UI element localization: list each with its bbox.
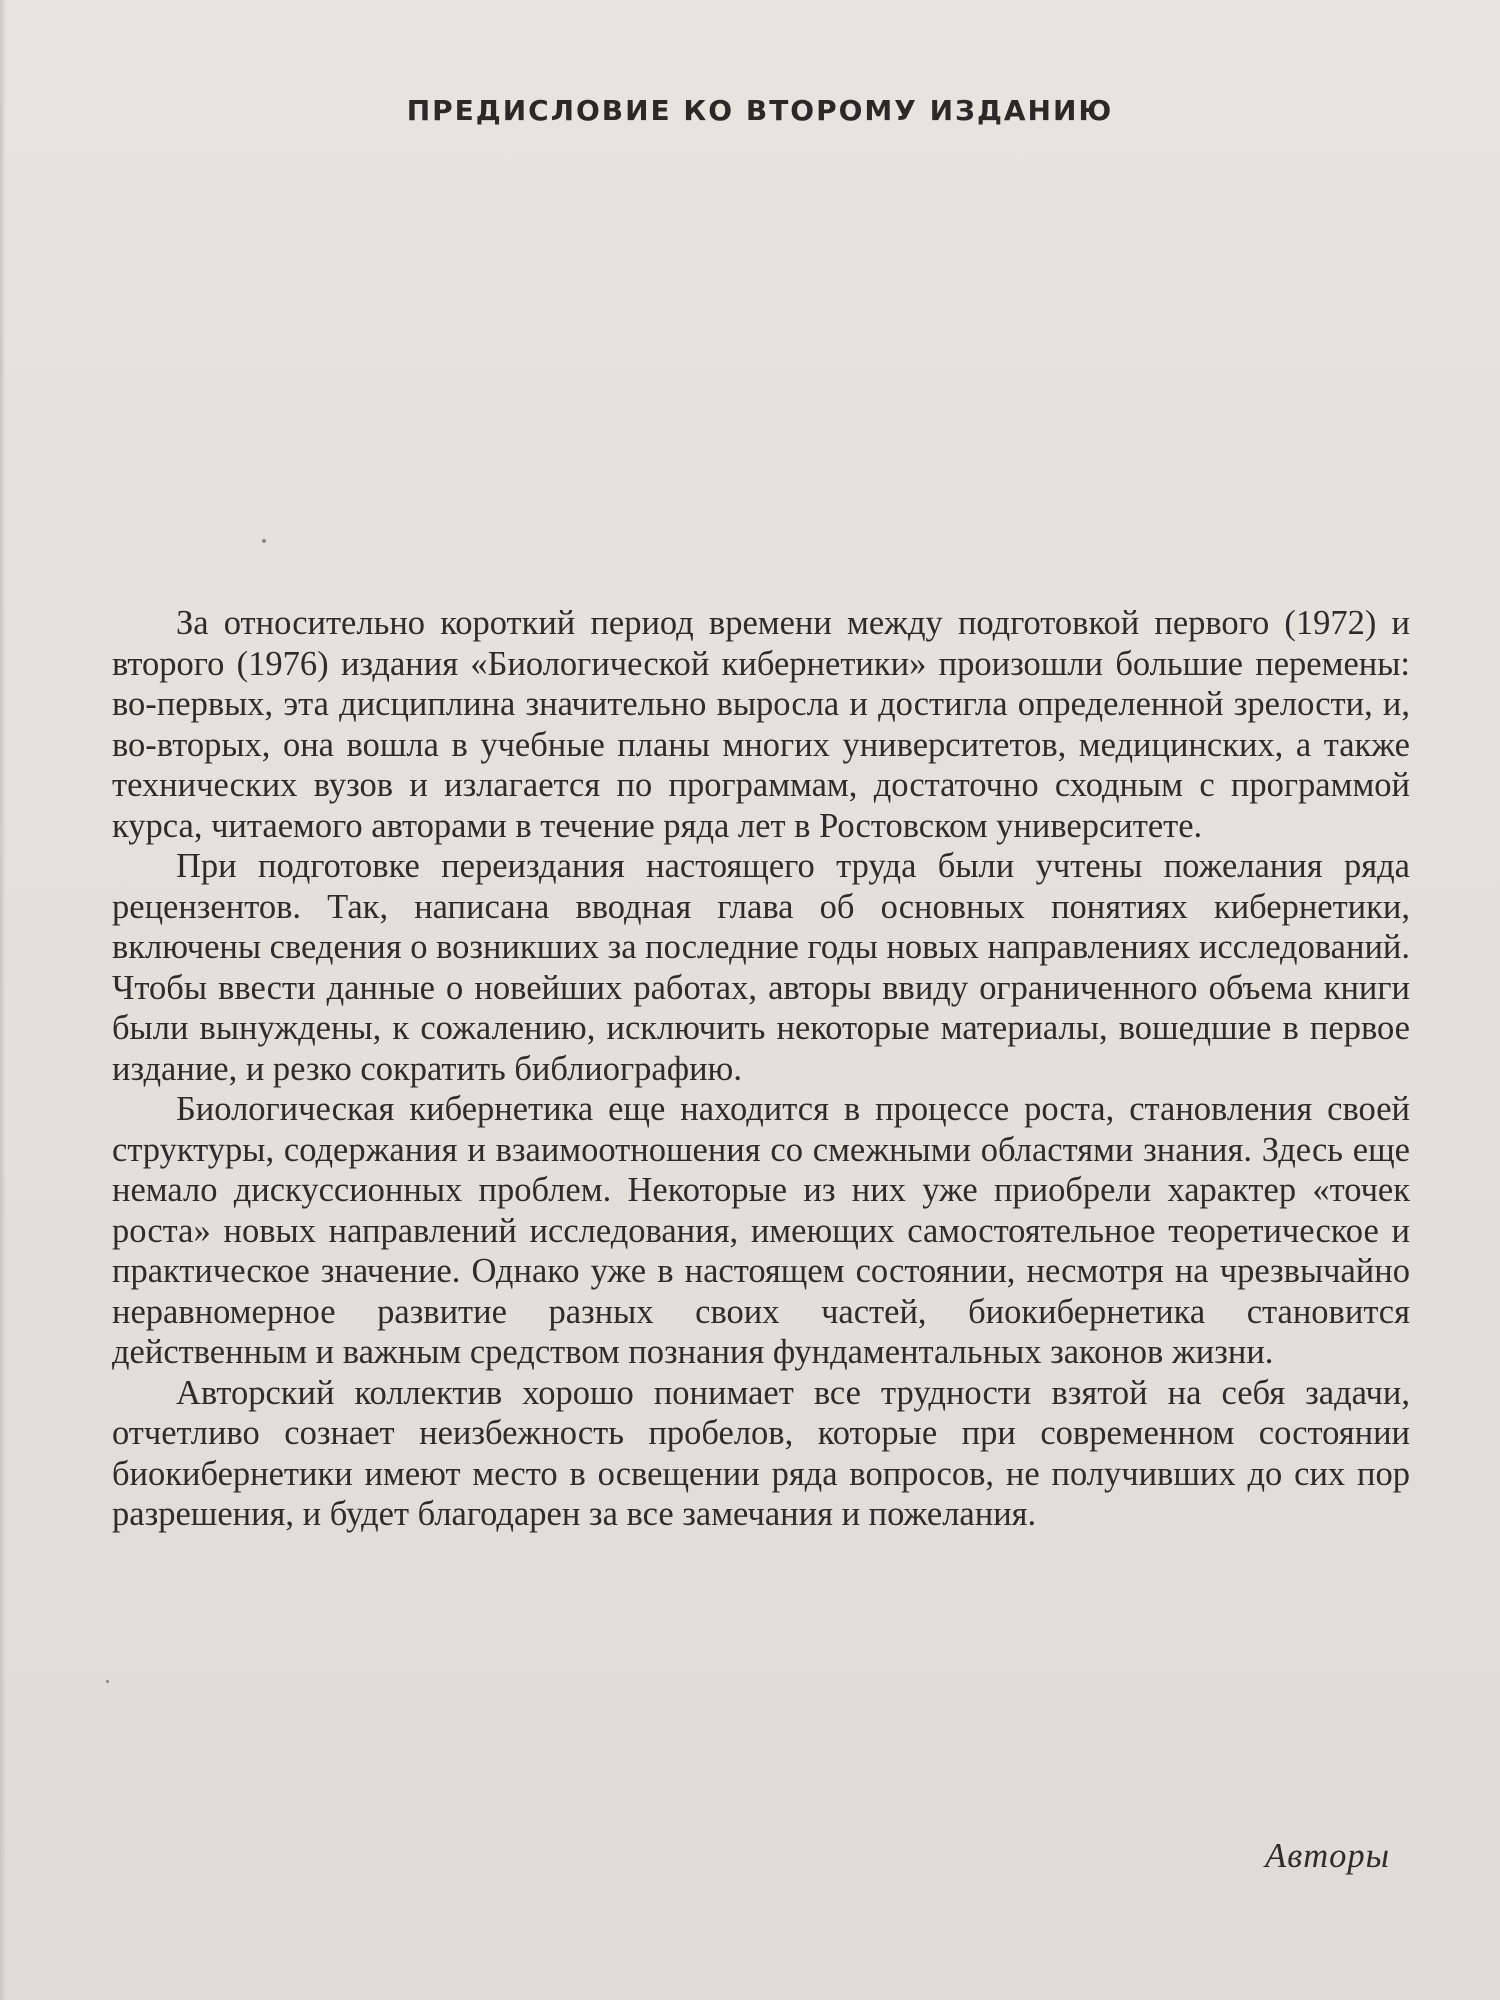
paragraph-2: При подготовке переиздания настоящего труда были учтены пожелания ряда рецензентов. Так, написана вводная глава об основных понятиях кибернетики, включены сведения о возникших за последние годы новых направлениях исследований. Чтобы ввести данные о новейших работах, авторы ввиду ограниченного объема книги были вынуждены, к сожалению, исключить некоторые материалы, вошедшие в первое издание, и резко сократить библиографию.	[112, 847, 1411, 1088]
preface-body	[112, 603, 1410, 1535]
paragraph-4: Авторский коллектив хорошо понимает все трудности взятой на себя задачи, отчетливо сознает неизбежность пробелов, которые при современном состоянии биокибернетики имеют место в освещении ряда вопросов, не получивших до сих пор разрешения, и будет благодарен за все замечания и пожелания.	[112, 1373, 1410, 1533]
paper-speck	[106, 1680, 109, 1683]
paragraph-1: За относительно короткий период времени между подготовкой первого (1972) и второго (1976) издания «Биологической кибернетики» произошли большие перемены: во-первых, эта дисциплина значительно выросла и достигла определенной зрелости, и, во-вторых, она вошла в учебные планы многих университетов, медицинских, а также технических вузов и излагается по программам, достаточно сходным с программой курса, читаемого авторами в течение ряда лет в Ростовском университете.	[112, 604, 1410, 845]
page-edge-shadow	[0, 0, 6, 2000]
paper-speck	[262, 539, 266, 543]
paragraph-3: Биологическая кибернетика еще находится в процессе роста, становления своей структуры, содержания и взаимоотношения со смежными областями знания. Здесь еще немало дискуссионных проблем. Некоторые из них уже приобрели характер «точек роста» новых направлений исследования, имеющих самостоятельное теоретическое и практическое значение. Однако уже в настоящем состоянии, несмотря на чрезвычайно неравномерное развитие разных своих частей, биокибернетика становится действенным и важным средством познания фундаментальных законов жизни.	[112, 1090, 1410, 1371]
page-heading: ПРЕДИСЛОВИЕ КО ВТОРОМУ ИЗДАНИЮ	[406, 94, 1114, 127]
signature: Авторы	[1265, 1837, 1390, 1875]
